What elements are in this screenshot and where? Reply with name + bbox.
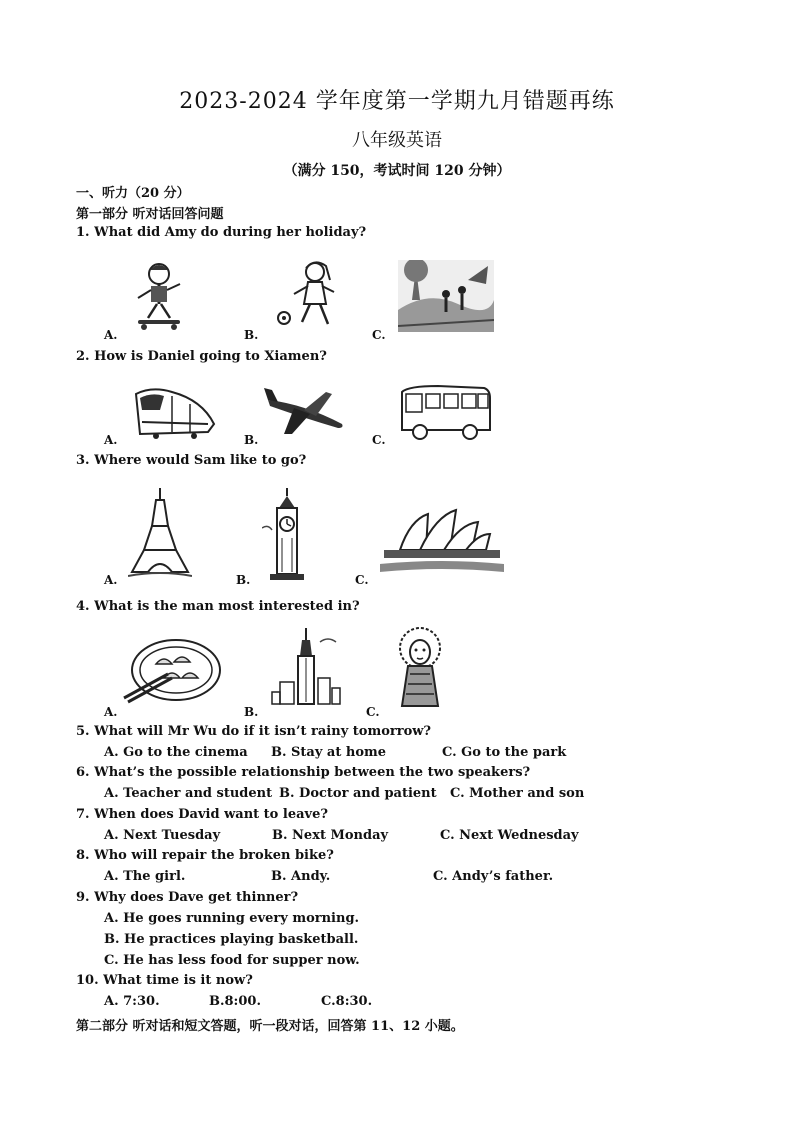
q2-label-c: C. [372, 433, 386, 447]
sydney-opera-house-icon [380, 506, 504, 574]
q4-label-c: C. [366, 705, 380, 719]
page-subtitle: 八年级英语 [352, 130, 442, 151]
q8-option-a: A. The girl. [104, 869, 186, 884]
question-8: 8. Who will repair the broken bike? [76, 848, 334, 863]
question-1: 1. What did Amy do during her holiday? [76, 225, 367, 240]
part2-heading: 第二部分 听对话和短文答题，听一段对话，回答第 11、12 小题。 [76, 1019, 464, 1034]
q3-label-c: C. [355, 573, 369, 587]
page-title: 2023-2024 学年度第一学期九月错题再练 [179, 89, 615, 114]
q9-option-a: A. He goes running every morning. [104, 911, 360, 926]
q7-option-c: C. Next Wednesday [440, 828, 579, 843]
section-heading: 一、听力（20 分） [76, 186, 190, 201]
skateboarding-child-icon [124, 258, 194, 332]
q3-label-a: A. [104, 573, 118, 587]
question-4: 4. What is the man most interested in? [76, 599, 360, 614]
q6-option-b: B. Doctor and patient [279, 786, 437, 801]
girl-football-icon [270, 258, 350, 334]
question-2: 2. How is Daniel going to Xiamen? [76, 349, 327, 364]
q5-option-a: A. Go to the cinema [104, 745, 248, 760]
q1-label-b: B. [244, 328, 259, 342]
question-10: 10. What time is it now? [76, 973, 253, 988]
q1-label-a: A. [104, 328, 118, 342]
q4-label-b: B. [244, 705, 259, 719]
q9-option-c: C. He has less food for supper now. [104, 953, 360, 968]
q5-option-b: B. Stay at home [271, 745, 387, 760]
bus-icon [398, 384, 492, 442]
question-9: 9. Why does Dave get thinner? [76, 890, 299, 905]
question-3: 3. Where would Sam like to go? [76, 453, 307, 468]
q5-option-c: C. Go to the park [442, 745, 567, 760]
q10-option-c: C.8:30. [321, 994, 373, 1009]
q4-label-a: A. [104, 705, 118, 719]
peking-opera-doll-icon [388, 624, 452, 710]
big-ben-icon [262, 488, 312, 582]
q10-option-a: A. 7:30. [104, 994, 160, 1009]
q8-option-c: C. Andy’s father. [433, 869, 554, 884]
hiking-people-icon [398, 260, 494, 332]
q9-option-b: B. He practices playing basketball. [104, 932, 359, 947]
part1-heading: 第一部分 听对话回答问题 [76, 207, 224, 222]
q3-label-b: B. [236, 573, 251, 587]
q10-option-b: B.8:00. [209, 994, 261, 1009]
skyscraper-city-icon [270, 628, 342, 708]
dumplings-icon [120, 634, 224, 706]
q2-label-b: B. [244, 433, 259, 447]
eiffel-tower-icon [128, 486, 192, 580]
airplane-icon [264, 386, 346, 438]
q8-option-b: B. Andy. [271, 869, 331, 884]
q7-option-b: B. Next Monday [272, 828, 389, 843]
q2-label-a: A. [104, 433, 118, 447]
exam-note: （满分 150，考试时间 120 分钟） [283, 163, 511, 179]
question-7: 7. When does David want to leave? [76, 807, 328, 822]
question-5: 5. What will Mr Wu do if it isn’t rainy tomorrow? [76, 724, 432, 739]
question-6: 6. What’s the possible relationship between the two speakers? [76, 765, 531, 780]
q1-label-c: C. [372, 328, 386, 342]
q7-option-a: A. Next Tuesday [104, 828, 221, 843]
q6-option-c: C. Mother and son [450, 786, 585, 801]
q6-option-a: A. Teacher and student [104, 786, 273, 801]
high-speed-train-icon [132, 384, 218, 442]
